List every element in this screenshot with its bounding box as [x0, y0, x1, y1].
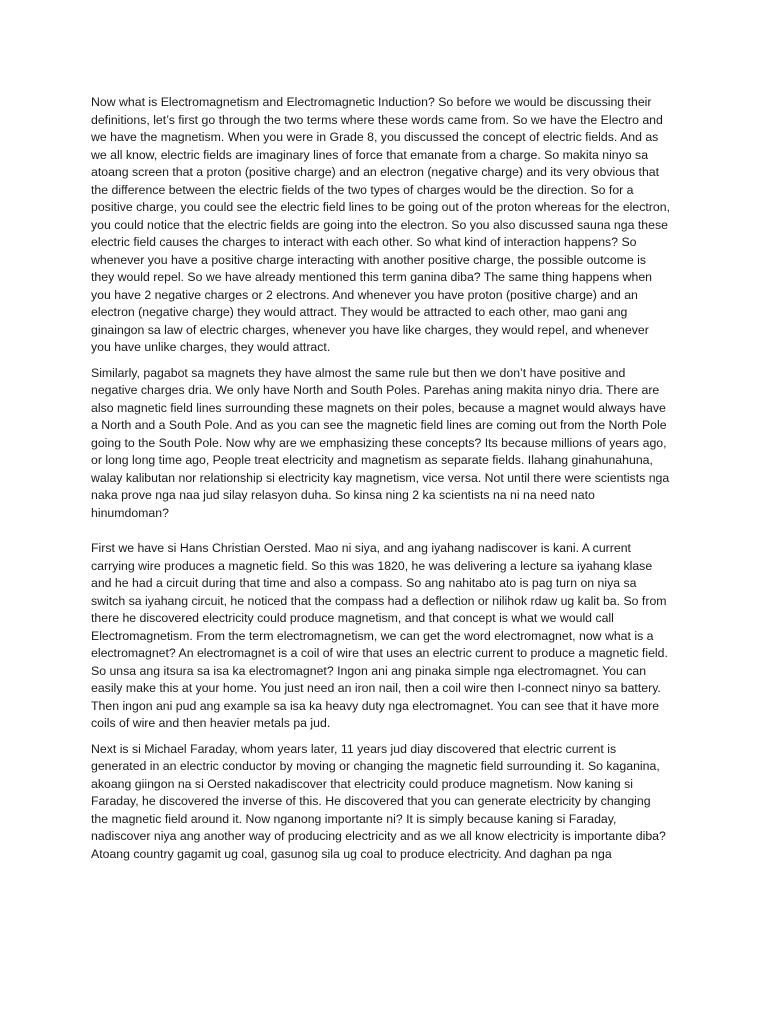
paragraph-magnets: Similarly, pagabot sa magnets they have almost the same rule but then we don’t have positive and negative charges dria. We only have North and South Poles. Parehas aning makita ninyo dria. There are also magnetic field lines surrounding these magnets on their poles, because a magnet would always have a North and a South Pole. And as you can see the magnetic field lines are coming out from the North Pole going to the South Pole. Now why are we emphasizing these concepts? Its because millions of years ago, or long long time ago, People treat electricity and magnetism as separate fields. Ilahang ginahunahuna, walay kalibutan nor relationship si electricity kay magnetism, vice versa. Not until there were scientists nga naka prove nga naa jud silay relasyon duha. So kinsa ning 2 ka scientists na ni na need nato hinumdoman? [91, 365, 670, 520]
paragraph-electromagnetism-intro: Now what is Electromagnetism and Electromagnetic Induction? So before we would be discussing their definitions, let’s first go through the two terms where these words came from. So we have the Electro and we have the magnetism. When you were in Grade 8, you discussed the concept of electric fields. And as we all know, electric fields are imaginary lines of force that emanate from a charge. So makita ninyo sa atoang screen that a proton (positive charge) and an electron (negative charge) and its very obvious that the difference between the electric fields of the two types of charges would be the direction. So for a positive charge, you could see the electric field lines to be going out of the proton whereas for the electron, you could notice that the electric fields are going into the electron. So you also discussed sauna nga these electric field causes the charges to interact with each other. So what kind of interaction happens? So whenever you have a positive charge interacting with another positive charge, the possible outcome is they would repel. So we have already mentioned this term ganina diba? The same thing happens when you have 2 negative charges or 2 electrons. And whenever you have proton (positive charge) and an electron (negative charge) they would attract. They would be attracted to each other, mao gani ang ginaingon sa law of electric charges, whenever you have like charges, they would repel, and whenever you have unlike charges, they would attract. [91, 95, 670, 354]
paragraph-faraday: Next is si Michael Faraday, whom years later, 11 years jud diay discovered that electric current is generated in an electric conductor by moving or changing the magnetic field surrounding it. So kaganina, akoang giingon na si Oersted nakadiscover that electricity could produce magnetism. Now kaning si Faraday, he discovered the inverse of this. He discovered that you can generate electricity by changing the magnetic field around it. Now nganong importante ni? It is simply because kaning si Faraday, nadiscover niya ang another way of producing electricity and as we all know electricity is importante diba? Atoang country gagamit ug coal, gasunog sila ug coal to produce electricity. And daghan pa nga [91, 741, 666, 861]
document-page [91, 94, 671, 871]
paragraph-oersted: First we have si Hans Christian Oersted. Mao ni siya, and ang iyahang nadiscover is kani. A current carrying wire produces a magnetic field. So this was 1820, he was delivering a lecture sa iyahang klase and he had a circuit during that time and also a compass. So ang nahitabo ato is pag turn on niya sa switch sa iyahang circuit, he noticed that the compass had a deflection or nilihok rdaw ug kalit ba. So from there he discovered electricity could produce magnetism, and that concept is what we would call Electromagnetism. From the term electromagnetism, we can get the word electromagnet, now what is a electromagnet? An electromagnet is a coil of wire that uses an electric current to produce a magnetic field. So unsa ang itsura sa isa ka electromagnet? Ingon ani ang pinaka simple nga electromagnet. You can easily make this at your home. You just need an iron nail, then a coil wire then I-connect ninyo sa battery. Then ingon ani pud ang example sa isa ka heavy duty nga electromagnet. You can see that it have more coils of wire and then heavier metals pa jud. [91, 541, 668, 730]
